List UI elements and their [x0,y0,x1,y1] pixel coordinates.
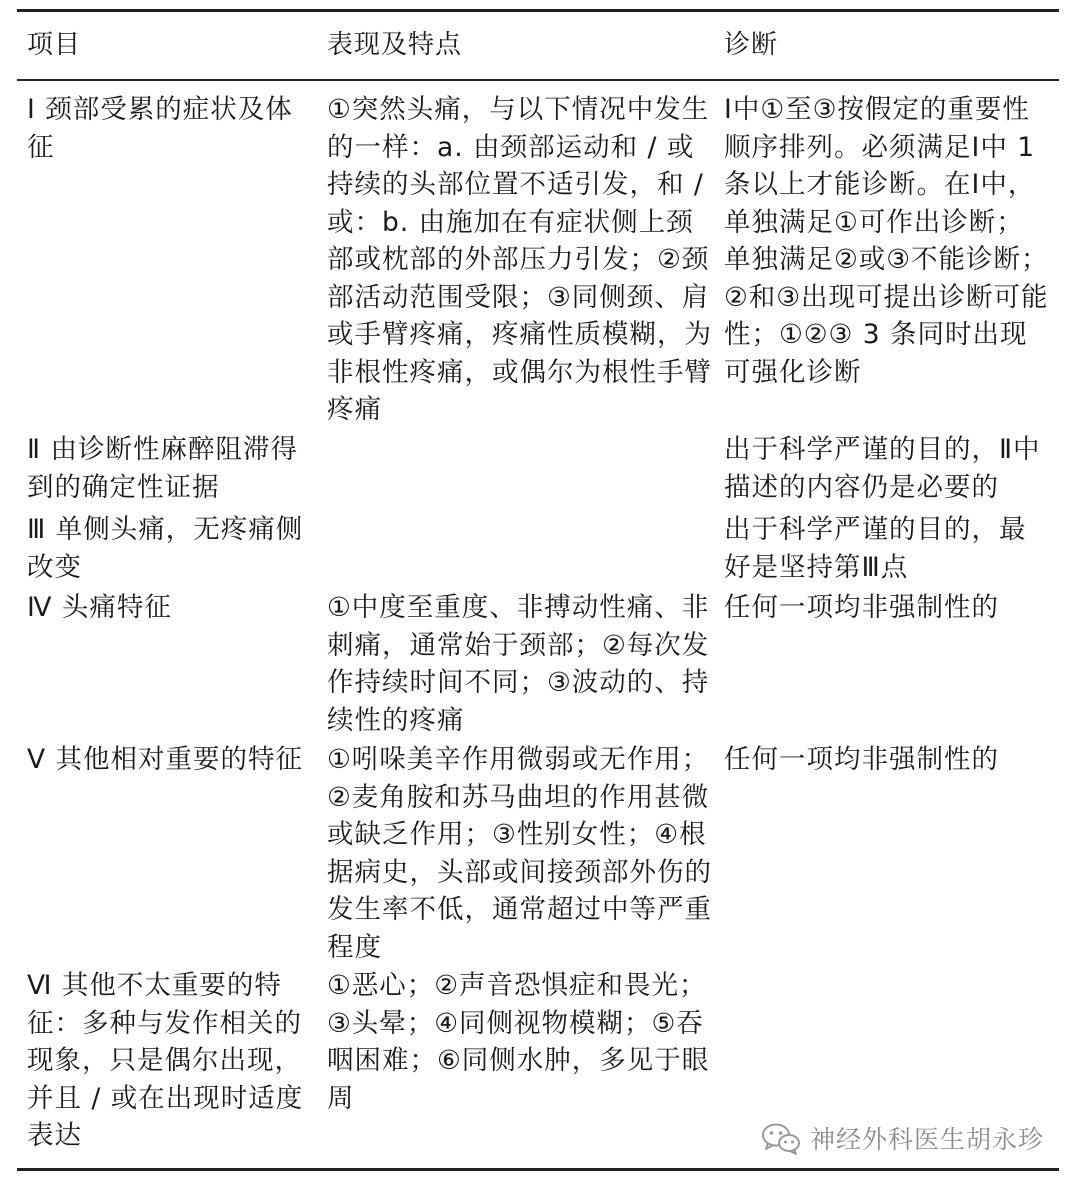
table-bottom-rule [17,1168,1059,1171]
row-2-diagnosis: 出于科学严谨的目的，Ⅱ中描述的内容仍是必要的 [724,434,1041,503]
row-1-diagnosis: Ⅰ中①至③按假定的重要性顺序排列。必须满足Ⅰ中 1 条以上才能诊断。在Ⅰ中，单独满足①可作出诊断；单独满足②或③不能诊断；②和③出现可提出诊断可能性；①②③ 3 条同时出现可强化诊断 [724,94,1049,388]
row-5-item: Ⅴ 其他相对重要的特征 [27,744,304,775]
row-3-item: Ⅲ 单侧头痛，无疼痛侧改变 [27,514,304,583]
wechat-icon [760,1120,802,1156]
row-1-item: Ⅰ 颈部受累的症状及体征 [27,94,293,163]
header-diagnosis: 诊断 [724,30,779,60]
watermark [760,1118,1044,1158]
row-3-diagnosis: 出于科学严谨的目的，最好是坚持第Ⅲ点 [724,514,1027,583]
row-6-features: ①恶心；②声音恐惧症和畏光；③头晕；④同侧视物模糊；⑤吞咽困难；⑥同侧水肿，多见于眼周 [327,970,710,1114]
table-header-rule [17,79,1059,81]
row-4-features: ①中度至重度、非搏动性痛、非刺痛，通常始于颈部；②每次发作持续时间不同；③波动的、持续性的疼痛 [327,592,710,736]
header-features: 表现及特点 [327,30,463,60]
row-4-item: Ⅳ 头痛特征 [27,592,172,623]
watermark-text: 神经外科医生胡永珍 [810,1125,1045,1154]
row-1-features: ①突然头痛，与以下情况中发生的一样：a. 由颈部运动和 / 或持续的头部位置不适引发，和 / 或：b. 由施加在有症状侧上颈部或枕部的外部压力引发；②颈部活动范围受限；③同侧颈、肩或手臂疼痛，疼痛性质模糊，为非根性疼痛，或偶尔为根性手臂疼痛 [327,94,712,425]
row-6-item: Ⅵ 其他不太重要的特征：多种与发作相关的现象，只是偶尔出现，并且 / 或在出现时适度表达 [27,970,304,1151]
table-top-rule [17,9,1059,12]
row-5-features: ①吲哚美辛作用微弱或无作用；②麦角胺和苏马曲坦的作用甚微或缺乏作用；③性别女性；④根据病史，头部或间接颈部外伤的发生率不低，通常超过中等严重程度 [327,744,712,963]
header-item: 项目 [27,30,82,60]
row-2-item: Ⅱ 由诊断性麻醉阻滞得到的确定性证据 [27,434,298,503]
row-4-diagnosis: 任何一项均非强制性的 [724,592,999,623]
row-5-diagnosis: 任何一项均非强制性的 [724,744,999,775]
